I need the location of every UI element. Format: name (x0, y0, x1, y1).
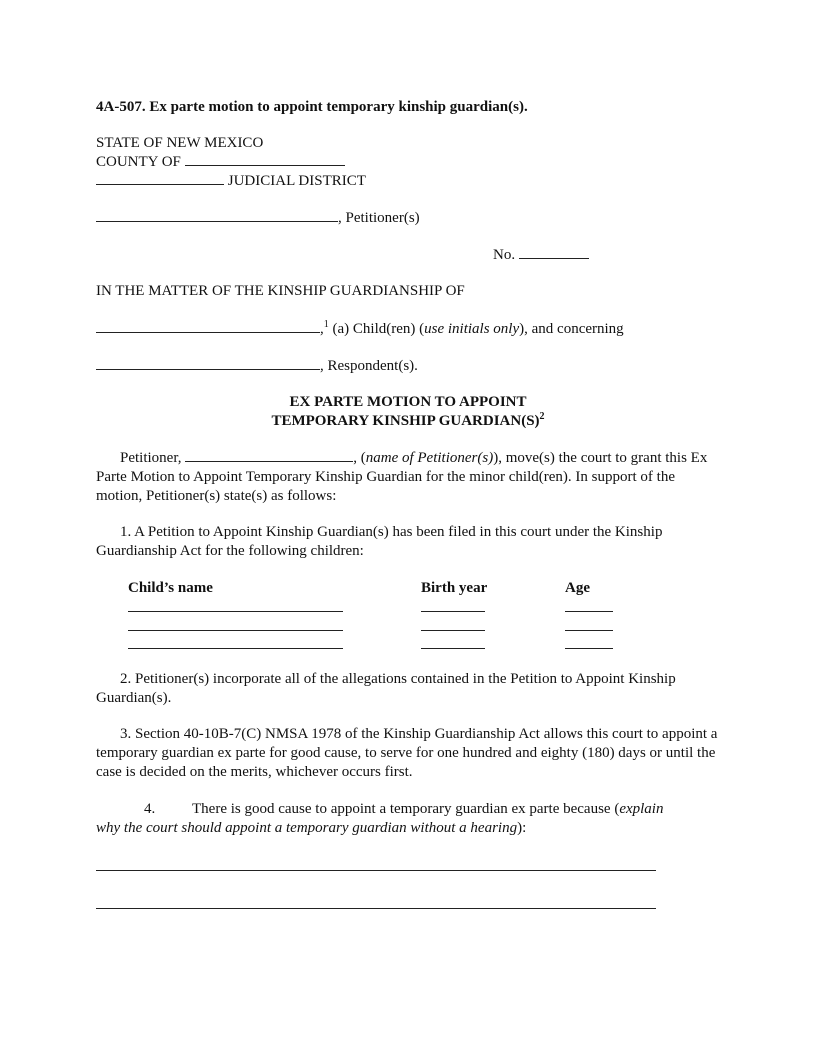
item-4-b: ): (517, 820, 527, 836)
district-line (96, 171, 366, 191)
intro-paragraph (96, 448, 720, 506)
heading-line-2-text: TEMPORARY KINSHIP GUARDIAN(S) (271, 413, 540, 429)
birth-year-field-3[interactable] (421, 648, 485, 649)
table-header-age: Age (565, 580, 590, 596)
child-initials-field[interactable] (96, 319, 320, 333)
item-4-a: There is good cause to appoint a temporary guardian ex parte because ( (192, 801, 620, 817)
good-cause-field-2[interactable] (96, 908, 656, 909)
birth-year-field-2[interactable] (421, 630, 485, 631)
intro-italic: name of Petitioner(s) (365, 450, 494, 466)
item-3: 3. Section 40-10B-7(C) NMSA 1978 of the Kinship Guardianship Act allows this court to appoint a temporary guardian ex parte for good cause, to serve for one hundred and eighty (180) days or until the case is decided on the merits, whichever occurs first. (96, 726, 718, 780)
case-number-line (493, 245, 589, 265)
item-4-line-2 (96, 819, 526, 838)
respondent-field[interactable] (96, 356, 320, 370)
intro-c: ), move(s) the court to grant this Ex Parte Motion to Appoint Temporary Kinship Guardian for the minor child(ren). In support of the motion, Petitioner(s) state(s) as follows: (96, 450, 708, 504)
child-name-field-2[interactable] (128, 630, 343, 631)
intro-a: Petitioner, (120, 450, 186, 466)
child-name-field-1[interactable] (128, 611, 343, 612)
district-label: JUDICIAL DISTRICT (227, 173, 366, 189)
matter-label: IN THE MATTER OF THE KINSHIP GUARDIANSHIP OF (96, 283, 465, 299)
county-label: COUNTY OF (96, 154, 181, 170)
respondent-line (96, 356, 418, 376)
intro-b: , ( (353, 450, 366, 466)
item-1: 1. A Petition to Appoint Kinship Guardian(s) has been filed in this court under the Kinship Guardianship Act for the following children: (96, 524, 663, 559)
child-label-a: (a) Child(ren) ( (328, 321, 425, 337)
age-field-1[interactable] (565, 611, 613, 612)
footnote-2-marker: 2 (539, 411, 545, 422)
footnote-1-marker: 1 (323, 319, 329, 330)
birth-year-field-1[interactable] (421, 611, 485, 612)
item-4-italic-b: why the court should appoint a temporary guardian without a hearing (96, 820, 518, 836)
item-4-number: 4. (144, 801, 156, 817)
child-label-b: ), and concerning (519, 321, 624, 337)
good-cause-field-1[interactable] (96, 870, 656, 871)
respondent-label: , Respondent(s). (320, 358, 418, 374)
child-name-field-3[interactable] (128, 648, 343, 649)
petitioner-field[interactable] (96, 208, 338, 222)
age-field-2[interactable] (565, 630, 613, 631)
item-2: 2. Petitioner(s) incorporate all of the allegations contained in the Petition to Appoint Kinship Guardian(s). (96, 671, 676, 706)
item-4-line-1 (192, 800, 663, 819)
child-line: ,$^1$ (a) Child(ren) (use initials only), and concerning (96, 319, 624, 339)
state-label: STATE OF NEW MEXICO (96, 135, 264, 151)
petitioner-label: , Petitioner(s) (338, 210, 420, 226)
case-number-label: No. (493, 247, 516, 263)
table-header-birth-year: Birth year (421, 580, 488, 596)
rule-title: 4A-507. Ex parte motion to appoint temporary kinship guardian(s). (96, 99, 528, 115)
petitioner-name-field[interactable] (185, 448, 353, 462)
petitioner-line (96, 208, 420, 228)
case-number-field[interactable] (519, 245, 589, 259)
heading-line-2 (0, 412, 816, 431)
age-field-3[interactable] (565, 648, 613, 649)
item-4-italic-a: explain (619, 801, 664, 817)
child-label-italic: use initials only (424, 321, 520, 337)
county-line (96, 152, 345, 172)
district-field[interactable] (96, 171, 224, 185)
county-field[interactable] (185, 152, 345, 166)
table-header-child-name: Child’s name (128, 580, 213, 596)
heading-line-1: EX PARTE MOTION TO APPOINT (289, 394, 527, 410)
